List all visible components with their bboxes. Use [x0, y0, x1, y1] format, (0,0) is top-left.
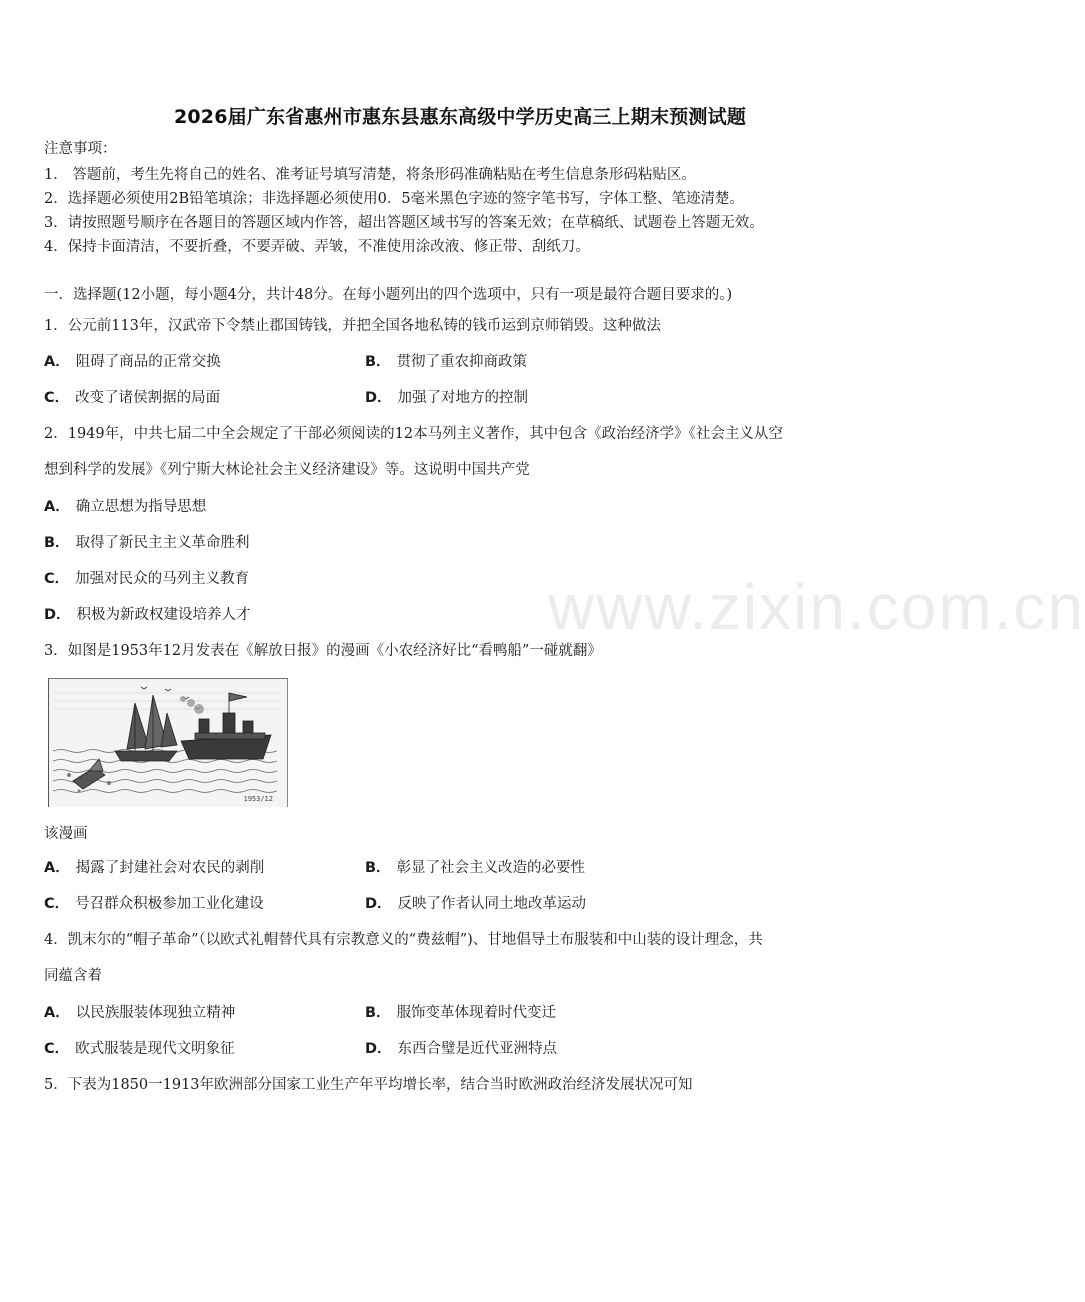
option-letter: D．: [365, 896, 392, 912]
question-2-stem: 想到科学的发展》《列宁斯大林论社会主义经济建设》等。这说明中国共产党: [44, 462, 530, 478]
question-5-stem: 5．下表为1850一1913年欧洲部分国家工业生产年平均增长率，结合当时欧洲政治经济发展状况可知: [44, 1077, 693, 1093]
question-1-option-b: [365, 350, 527, 371]
cartoon-image: [48, 678, 288, 807]
question-3-stem: 3．如图是1953年12月发表在《解放日报》的漫画《小农经济好比“看鸭船”一碰就翻》: [44, 643, 602, 659]
option-text: 揭露了封建社会对农民的剥削: [75, 860, 265, 876]
option-text: 阻碍了商品的正常交换: [75, 354, 221, 370]
option-letter: C．: [44, 571, 70, 587]
option-letter: B．: [365, 1005, 391, 1021]
option-text: 欧式服装是现代文明象征: [75, 1041, 235, 1057]
question-4-option-d: [365, 1037, 557, 1058]
question-2-option-d: [44, 603, 251, 624]
question-2-option-b: [44, 531, 250, 552]
question-2-stem: 2．1949年，中共七届二中全会规定了干部必须阅读的12本马列主义著作，其中包含《政治经济学》《社会主义从空: [44, 426, 783, 442]
question-2-option-a: [44, 495, 206, 516]
option-text: 东西合璧是近代亚洲特点: [397, 1041, 558, 1057]
watermark: www.zixin.com.cn: [548, 571, 1085, 643]
question-1-stem: 1．公元前113年，汉武帝下令禁止郡国铸钱，并把全国各地私铸的钱币运到京师销毁。这种做法: [44, 318, 661, 334]
option-text: 取得了新民主主义革命胜利: [75, 535, 250, 551]
question-2-option-c: [44, 567, 249, 588]
section-heading: 一．选择题(12小题，每小题4分，共计48分。在每小题列出的四个选项中，只有一项是最符合题目要求的。): [44, 287, 733, 303]
option-letter: B．: [365, 354, 391, 370]
option-letter: A．: [44, 860, 70, 876]
question-4-stem: 4．凯末尔的“帽子革命”（以欧式礼帽替代具有宗教意义的“费兹帽”)、甘地倡导土布服装和中山装的设计理念，共: [44, 932, 763, 948]
option-text: 以民族服装体现独立精神: [75, 1005, 236, 1021]
question-3-option-b: [365, 856, 585, 877]
question-1-option-c: [44, 386, 220, 407]
question-4-stem: 同蕴含着: [44, 968, 102, 984]
option-text: 彰显了社会主义改造的必要性: [396, 860, 586, 876]
notice-item: 3．请按照题号顺序在各题目的答题区域内作答，超出答题区域书写的答案无效；在草稿纸、试题卷上答题无效。: [44, 215, 764, 231]
question-3-option-a: [44, 856, 264, 877]
notice-item: 2．选择题必须使用2B铅笔填涂；非选择题必须使用0．5毫米黑色字迹的签字笔书写，字体工整、笔迹清楚。: [44, 191, 745, 207]
option-text: 贯彻了重农抑商政策: [396, 354, 528, 370]
option-text: 反映了作者认同土地改革运动: [397, 896, 587, 912]
option-text: 积极为新政权建设培养人才: [76, 607, 251, 623]
option-text: 加强对民众的马列主义教育: [75, 571, 250, 587]
notice-item: 1． 答题前，考生先将自己的姓名、准考证号填写清楚，将条形码准确粘贴在考生信息条形码粘贴区。: [44, 167, 696, 183]
option-text: 确立思想为指导思想: [75, 499, 207, 515]
option-letter: C．: [44, 896, 70, 912]
question-1-option-d: [365, 386, 528, 407]
option-text: 加强了对地方的控制: [397, 390, 529, 406]
cartoon-date-caption: 1953/12: [243, 795, 273, 803]
option-text: 改变了诸侯割据的局面: [75, 390, 221, 406]
option-letter: D．: [365, 390, 392, 406]
option-letter: C．: [44, 390, 70, 406]
option-letter: A．: [44, 499, 70, 515]
option-letter: C．: [44, 1041, 70, 1057]
option-letter: D．: [365, 1041, 392, 1057]
option-letter: B．: [44, 535, 70, 551]
option-letter: B．: [365, 860, 391, 876]
question-1-option-a: [44, 350, 221, 371]
question-4-option-b: [365, 1001, 556, 1022]
notice-heading: 注意事项：: [44, 141, 117, 157]
question-3-option-c: [44, 892, 264, 913]
exam-title: 2026届广东省惠州市惠东县惠东高级中学历史高三上期末预测试题: [173, 106, 747, 128]
notice-item: 4．保持卡面清洁，不要折叠，不要弄破、弄皱，不准使用涂改液、修正带、刮纸刀。: [44, 239, 590, 255]
cartoon-illustration: [49, 679, 287, 807]
option-text: 服饰变革体现着时代变迁: [396, 1005, 557, 1021]
option-letter: A．: [44, 354, 70, 370]
question-3-option-d: [365, 892, 586, 913]
option-text: 号召群众积极参加工业化建设: [75, 896, 264, 912]
question-4-option-a: [44, 1001, 235, 1022]
option-letter: D．: [44, 607, 71, 623]
option-letter: A．: [44, 1005, 70, 1021]
question-3-after-image: 该漫画: [44, 826, 88, 842]
question-4-option-c: [44, 1037, 235, 1058]
